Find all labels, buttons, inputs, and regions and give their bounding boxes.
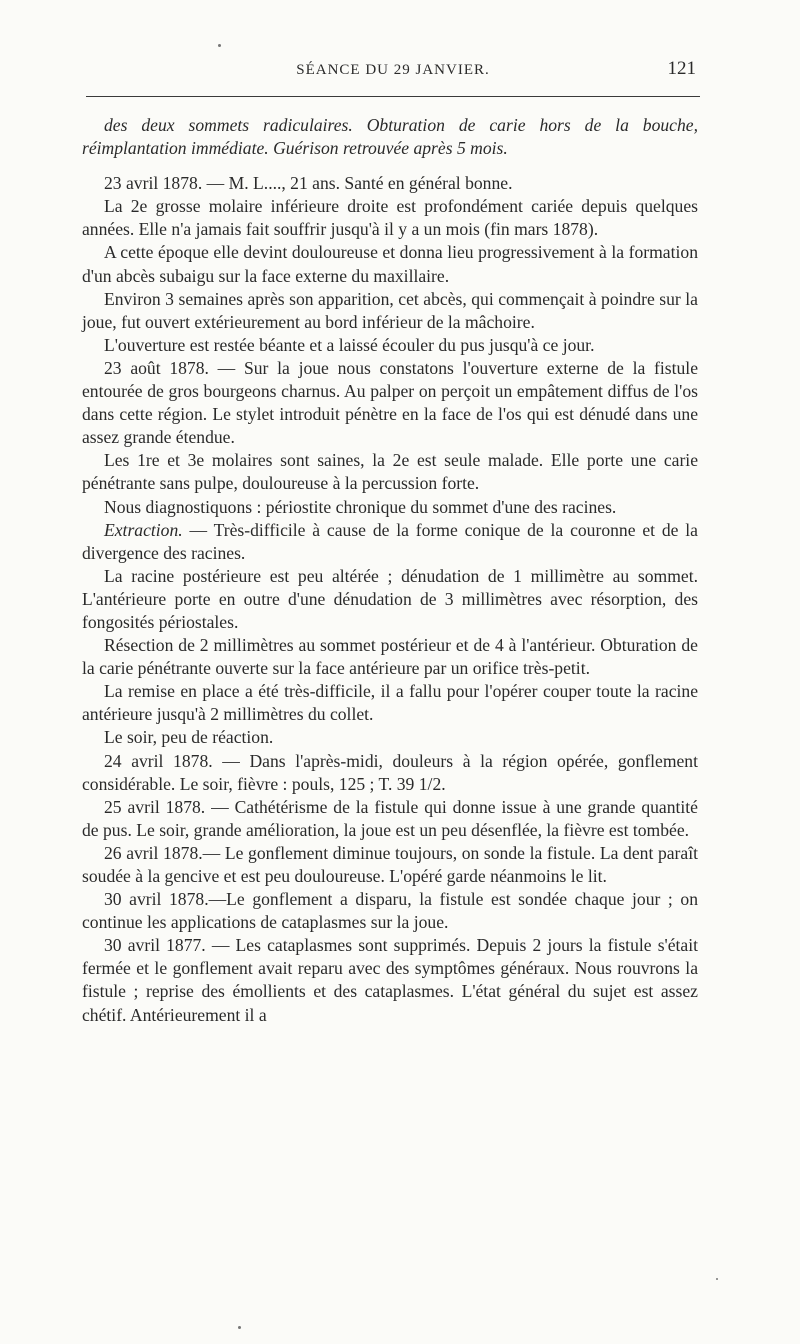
body-text xyxy=(82,114,698,1027)
page-number: 121 xyxy=(667,58,696,79)
header-rule xyxy=(86,96,700,97)
paper-speck xyxy=(716,1278,718,1280)
paragraph: Les 1re et 3e molaires sont saines, la 2e est seule malade. Elle porte une carie pénétrante sans pulpe, douloureuse à la percussion forte. xyxy=(82,450,698,494)
paper-speck xyxy=(218,44,221,47)
paragraph-intro: des deux sommets radiculaires. Obturation de carie hors de la bouche, réimplantation immédiate. Guérison retrouvée après 5 mois. xyxy=(82,115,698,159)
paragraph xyxy=(82,519,698,565)
section-label: Extraction. xyxy=(104,519,183,540)
paragraph: 30 avril 1877. — Les cataplasmes sont supprimés. Depuis 2 jours la fistule s'était fermée et le gonflement avait reparu avec des symptômes généraux. Nous rouvrons la fistule ; reprise des émollients et des cataplasmes. L'état général du sujet est assez chétif. Antérieurement il a xyxy=(82,935,698,1025)
paragraph: L'ouverture est restée béante et a laissé écouler du pus jusqu'à ce jour. xyxy=(104,334,595,355)
paragraph: Environ 3 semaines après son apparition, cet abcès, qui commençait à poindre sur la joue, fut ouvert extérieurement au bord inférieur de la mâchoire. xyxy=(82,288,698,332)
paragraph: 26 avril 1878.— Le gonflement diminue toujours, on sonde la fistule. La dent paraît soudée à la gencive et est peu douloureuse. L'opéré garde néanmoins le lit. xyxy=(82,842,698,886)
paragraph: La 2e grosse molaire inférieure droite est profondément cariée depuis quelques années. Elle n'a jamais fait souffrir jusqu'à il y a un mois (fin mars 1878). xyxy=(82,196,698,240)
paragraph: Résection de 2 millimètres au sommet postérieur et de 4 à l'antérieur. Obturation de la carie pénétrante ouverte sur la face antérieure par un orifice très-petit. xyxy=(82,635,698,679)
paragraph: 30 avril 1878.—Le gonflement a disparu, la fistule est sondée chaque jour ; on continue les applications de cataplasmes sur la joue. xyxy=(82,889,698,933)
paragraph: La racine postérieure est peu altérée ; dénudation de 1 millimètre au sommet. L'antérieure porte en outre d'une dénudation de 3 millimètres avec résorption, des fongosités périostales. xyxy=(82,565,698,632)
paragraph: La remise en place a été très-difficile, il a fallu pour l'opérer couper toute la racine antérieure jusqu'à 2 millimètres du collet. xyxy=(82,681,698,725)
paragraph: Nous diagnostiquons : périostite chronique du sommet d'une des racines. xyxy=(104,496,617,517)
paper-speck xyxy=(238,1326,241,1329)
page-header xyxy=(86,58,700,88)
paragraph: Le soir, peu de réaction. xyxy=(104,727,274,748)
paragraph: 23 août 1878. — Sur la joue nous constatons l'ouverture externe de la fistule entourée de gros bourgeons charnus. Au palper on perçoit un empâtement diffus de l'os dans cette région. Le stylet introduit pénètre en la face de l'os qui est dénudé dans une assez grande étendue. xyxy=(82,357,698,448)
paragraph: 25 avril 1878. — Cathétérisme de la fistule qui donne issue à une grande quantité de pus. Le soir, grande amélioration, la joue est un peu désenflée, la fièvre est tombée. xyxy=(82,796,698,840)
paragraph: A cette époque elle devint douloureuse et donna lieu progressivement à la formation d'un abcès subaigu sur la face externe du maxillaire. xyxy=(82,242,698,286)
paragraph-text: — Très-difficile à cause de la forme conique de la couronne et de la divergence des racines. xyxy=(82,519,698,563)
paragraph: 24 avril 1878. — Dans l'après-midi, douleurs à la région opérée, gonflement considérable. Le soir, fièvre : pouls, 125 ; T. 39 1/2. xyxy=(82,750,698,794)
running-head: SÉANCE DU 29 JANVIER. xyxy=(296,62,490,78)
paragraph: 23 avril 1878. — M. L...., 21 ans. Santé en général bonne. xyxy=(104,173,513,194)
